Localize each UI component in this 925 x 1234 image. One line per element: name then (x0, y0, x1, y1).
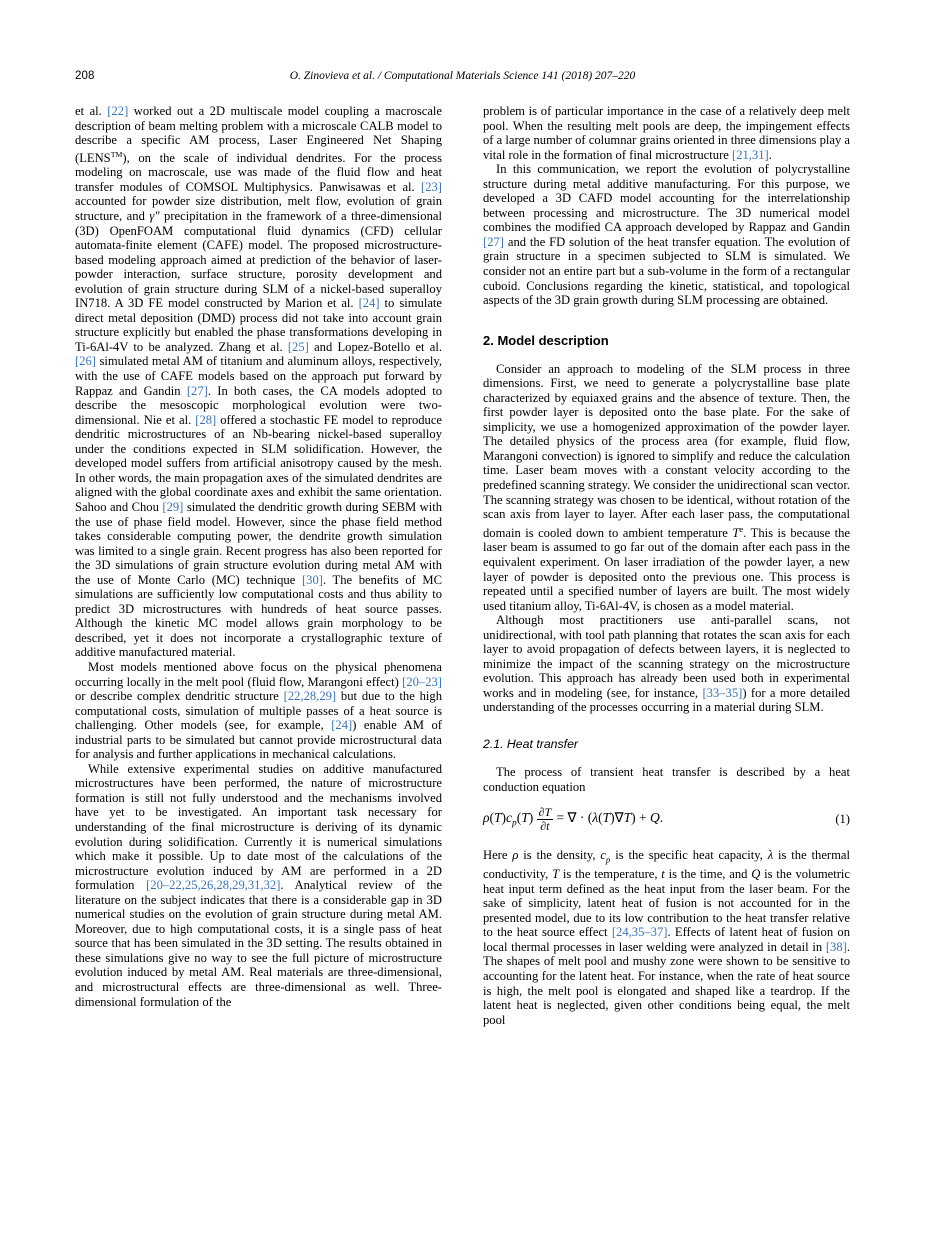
equation-heat-conduction (483, 806, 850, 836)
spacer (483, 715, 850, 737)
paragraph-continuation: problem is of particular importance in the case of a relatively deep melt pool. When the resulting melt pools are deep, the impingement effects of a large number of columnar grains oriented in three dimensions play a vital role in the formation of final microstructure [21,31]. (483, 104, 850, 162)
page-number: 208 (75, 70, 95, 82)
paragraph: Here ρ is the density, $c_p$ is the specific heat capacity, λ is the thermal conductivity, T is the temperature, t is the time, and Q is the volumetric heat input term defined as the heat input from the laser beam. For the sake of simplicity, latent heat of fusion is not accounted for in the presented model, due to its low contribution to the heat transfer relative to the heat source effect [24,35–37]. Effects of latent heat of fusion on local thermal processes in laser welding were analyzed in detail in [38]. The shapes of melt pool and mushy zone were shown to be sensitive to accounting for the latent heat. For instance, when the rate of heat source is high, the melt pool is elongated and shaped like a teardrop. If the latent heat is neglected, given other conditions being equal, the melt pool (483, 848, 851, 1027)
spacer (483, 348, 850, 362)
paragraph-continuation: et al. [22] worked out a 2D multiscale model coupling a macroscale description of beam melting problem with a microscale CALB model to describe a specific AM process, Laser Engineered Net Shaping (LENS™), on the scale of individual dendrites. For the process modeling on macroscale, use was made of the fluid flow and heat transfer modules of COMSOL Multiphysics. Panwisawas et al. [23] accounted for powder size distribution, melt flow, evolution of grain structure, and γ″ precipitation in the framework of a three-dimensional (3D) OpenFOAM computational fluid dynamics (CFD) cellular automata-finite element (CAFE) model. The proposed microstructure-based modeling approach aimed at prediction of the behavior of laser-powder interaction, surface structure, porosity development and evolution of grain structure during SLM of a nickel-based superalloy IN718. A 3D FE model constructed by Marion et al. [24] to simulate direct metal deposition (DMD) process did not take into account grain structure explicitly but enabled the phase transformations developing in Ti-6Al-4V to be analyzed. Zhang et al. [25] and Lopez-Botello et al. [26] simulated metal AM of titanium and aluminum alloys, respectively, with the use of CAFE models based on the approach put forward by Rappaz and Gandin [27]. In both cases, the CA models adopted to describe the mesoscopic morphological evolution were two-dimensional. Nie et al. [28] offered a stochastic FE model to reproduce dendritic microstructures of an Nb-bearing nickel-based superalloy under the conditions expected in SLM solidification. However, the developed model suffers from artificial anisotropy caused by the mesh. In other words, the main propagation axes of the simulated dendrites are aligned with the global coordinate axes and exhibit the same orientation. Sahoo and Chou [29] simulated the dendritic growth during SEBM with the use of phase field model. However, since the phase field method takes considerable computing power, the dendrite growth simulation was limited to a single grain. Recent progress has also been reported for the 3D simulations of grain structure evolution during metal AM with the use of Monte Carlo (MC) technique [30]. The benefits of MC simulations are sufficiently low computational costs and thus ability to predict 3D microstructures with hundreds of heat source passes. Although the kinetic MC model allows grain morphology to be described, yet it does not incorporate a crystallographic texture of additive manufactured material. (75, 104, 443, 660)
paragraph: While extensive experimental studies on additive manufactured microstructures have been performed, the nature of microstructure formation is still not fully understood and the mechanisms involved have yet to be investigated. An important task necessary for understanding of the final microstructure is deriving of its dynamic evolution during solidification. Currently it is numerical simulations which make it possible. Up to date most of the calculations of the microstructure evolution induced by AM are performed in a 2D formulation [20–22,25,26,28,29,31,32]. Analytical review of the literature on the subject indicates that there is a considerable gap in 3D numerical studies on the evolution of grain structure during metal AM. Moreover, due to high computational costs, it is a single pass of heat source that has been simulated in the 3D setting. The results obtained in these simulations give no way to see the full picture of microstructure evolution induced by metal AM. Real materials are three-dimensional, and microstructural effects are three-dimensional as well. Three-dimensional formulation of the (75, 761, 442, 1009)
paragraph: The process of transient heat transfer is described by a heat conduction equation (483, 764, 850, 794)
subsection-heading: 2.1. Heat transfer (483, 736, 579, 751)
running-head: O. Zinovieva et al. / Computational Materials Science 141 (2018) 207–220 (289, 70, 636, 82)
paragraph: Most models mentioned above focus on the physical phenomena occurring locally in the melt pool (fluid flow, Marangoni effect) [20–23] or describe complex dendritic structure [22,28,29] but due to the high computational costs, simulation of multiple passes of a heat source is challenging. Other models (see, for example, [24]) enable AM of industrial parts to be simulated but cannot provide microstructural data for analysis and further applications in mechanical calculations. (75, 659, 442, 762)
page-header (75, 70, 850, 84)
equation-body: $\rho(T)c_p(T)$ $\frac{\partial T}{\partial t}$ = ∇ · (λ(T)∇T) + Q. (483, 805, 664, 833)
paragraph: In this communication, we report the evolution of polycrystalline structure during metal additive manufacturing. For this purpose, we developed a 3D CAFD model accounting for the interrelationship between processing and microstructure. The 3D numerical model combines the modified CA approach developed by Rappaz and Gandin [27] and the FD solution of the heat transfer equation. The evolution of grain structure in a specimen subjected to SLM is simulated. We consider not an entire part but a sub-volume in the form of a rectangular cuboid. Conclusions regarding the kinetic, statistical, and topological aspects of the 3D grain growth during SLM processing are obtained. (483, 162, 850, 308)
two-column-body (75, 104, 850, 1194)
right-column (483, 104, 850, 1194)
spacer (483, 308, 850, 333)
section-heading: 2. Model description (483, 332, 609, 348)
spacer (483, 836, 850, 848)
equation-number: (1) (835, 812, 850, 827)
left-column (75, 104, 442, 1194)
spacer (483, 752, 850, 765)
paragraph: Consider an approach to modeling of the SLM process in three dimensions. First, we need to generate a polycrystalline base plate characterized by equiaxed grains and the absence of texture. Then, the first powder layer is deposited onto the base plate. For the sake of simplicity, we use a homogenized approximation of the powder layer. The detailed physics of the process area (for example, fluid flow, Marangoni convection) is ignored to simplify and reduce the calculation time. Laser beam moves with a constant velocity according to the predefined scanning strategy. We consider the unidirectional scan vector. The scanning strategy was chosen to be identical, without rotation of the scan axis from layer to layer. After each laser pass, the computational domain is cooled down to ambient temperature $T^e$. This is because the laser beam is assumed to go far out of the domain after each pass in the equivalent experiment. On laser irradiation of the powder layer, a new layer of powder is deposited onto the previous one. This process is repeated until a specified number of layers are built. The most widely used titanium alloy, Ti-6Al-4V, is chosen as a model material. (483, 361, 851, 613)
paragraph: Although most practitioners use anti-parallel scans, not unidirectional, with tool path planning that rotates the scan axis for each layer to avoid propagation of defects between layers, it is neglected to minimize the impact of the scanning strategy on the microstructure evolution. This approach has already been used both in experimental works and in modeling (see, for instance, [33–35]) for a more detailed understanding of the processes occurring in a material during SLM. (483, 613, 850, 715)
